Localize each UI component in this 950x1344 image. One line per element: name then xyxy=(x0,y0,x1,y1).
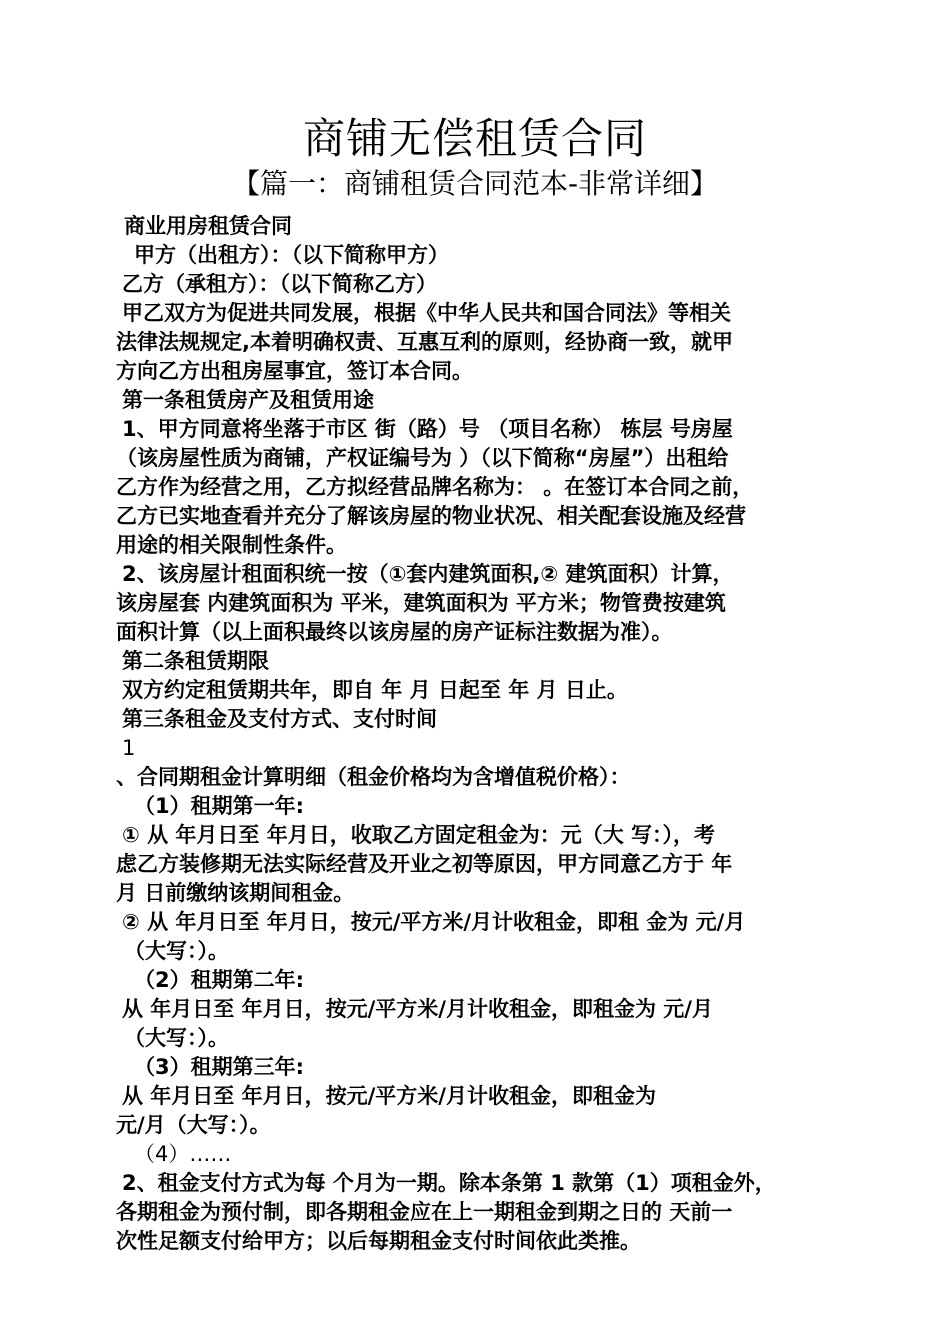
clause-line: 双方约定租赁期共年，即自 年 月 日起至 年 月 日止。 xyxy=(122,678,628,702)
clause-line: （大写：）。 xyxy=(124,1026,229,1050)
clause-number: 1 xyxy=(122,736,136,760)
clause-line: ① 从 年月日至 年月日，收取乙方固定租金为：元（大 写：），考 xyxy=(122,823,716,847)
clause-line: 乙方作为经营之用，乙方拟经营品牌名称为： 。在签订本合同之前， xyxy=(116,475,754,499)
document-title: 商铺无偿租赁合同 xyxy=(302,114,647,163)
sub-clause-heading: （1）租期第一年: xyxy=(134,794,305,818)
document-body xyxy=(116,212,840,1256)
preamble-line: 法律法规规定,本着明确权责、互惠互利的原则，经协商一致，就甲 xyxy=(116,330,733,354)
sub-clause-heading: （2）租期第二年: xyxy=(134,968,305,992)
clause-line: 该房屋套 内建筑面积为 平米，建筑面积为 平方米；物管费按建筑 xyxy=(116,591,726,615)
clause-line: 面积计算（以上面积最终以该房屋的房产证标注数据为准）。 xyxy=(116,620,673,644)
clause-line: （该房屋性质为商铺，产权证编号为 ）（以下简称“房屋”）出租给 xyxy=(116,446,729,470)
clause-line: 虑乙方装修期无法实际经营及开业之初等原因，甲方同意乙方于 年 xyxy=(116,852,733,876)
contract-heading: 商业用房租赁合同 xyxy=(124,214,292,238)
article-heading: 第一条租赁房产及租赁用途 xyxy=(122,388,374,412)
party-b-line: 乙方（承租方）：（以下简称乙方） xyxy=(122,272,437,296)
party-a-line: 甲方（出租方）：（以下简称甲方） xyxy=(134,243,449,267)
article-heading: 第二条租赁期限 xyxy=(122,649,269,673)
document-subtitle: 【篇一：商铺租赁合同范本-非常详细】 xyxy=(231,167,719,200)
clause-line: 用途的相关限制性条件。 xyxy=(116,533,347,557)
clause-line: 从 年月日至 年月日，按元/平方米/月计收租金，即租金为 xyxy=(122,1084,656,1108)
clause-line: ② 从 年月日至 年月日，按元/平方米/月计收租金，即租 金为 元/月 xyxy=(122,910,746,934)
article-heading: 第三条租金及支付方式、支付时间 xyxy=(122,707,437,731)
sub-clause-heading: （4）…… xyxy=(134,1142,232,1166)
clause-line: 1、甲方同意将坐落于市区 街（路）号 （项目名称） 栋层 号房屋 xyxy=(122,417,733,441)
preamble-line: 方向乙方出租房屋事宜，签订本合同。 xyxy=(116,359,473,383)
clause-line: 、合同期租金计算明细（租金价格均为含增值税价格）： xyxy=(116,765,631,789)
clause-line: 2、该房屋计租面积统一按（①套内建筑面积,② 建筑面积）计算， xyxy=(122,562,734,586)
preamble-line: 甲乙双方为促进共同发展，根据《中华人民共和国合同法》等相关 xyxy=(122,301,731,325)
sub-clause-heading: （3）租期第三年: xyxy=(134,1055,305,1079)
clause-line: 各期租金为预付制，即各期租金应在上一期租金到期之日的 天前一 xyxy=(116,1200,733,1224)
clause-line: 元/月（大写：）。 xyxy=(116,1113,271,1137)
clause-line: 从 年月日至 年月日，按元/平方米/月计收租金，即租金为 元/月 xyxy=(122,997,713,1021)
clause-line: 月 日前缴纳该期间租金。 xyxy=(116,881,355,905)
clause-line: 2、租金支付方式为每 个月为一期。除本条第 1 款第（1）项租金外， xyxy=(122,1171,776,1195)
clause-line: （大写：）。 xyxy=(124,939,229,963)
clause-line: 乙方已实地查看并充分了解该房屋的物业状况、相关配套设施及经营 xyxy=(116,504,746,528)
clause-line: 次性足额支付给甲方；以后每期租金支付时间依此类推。 xyxy=(116,1229,641,1253)
